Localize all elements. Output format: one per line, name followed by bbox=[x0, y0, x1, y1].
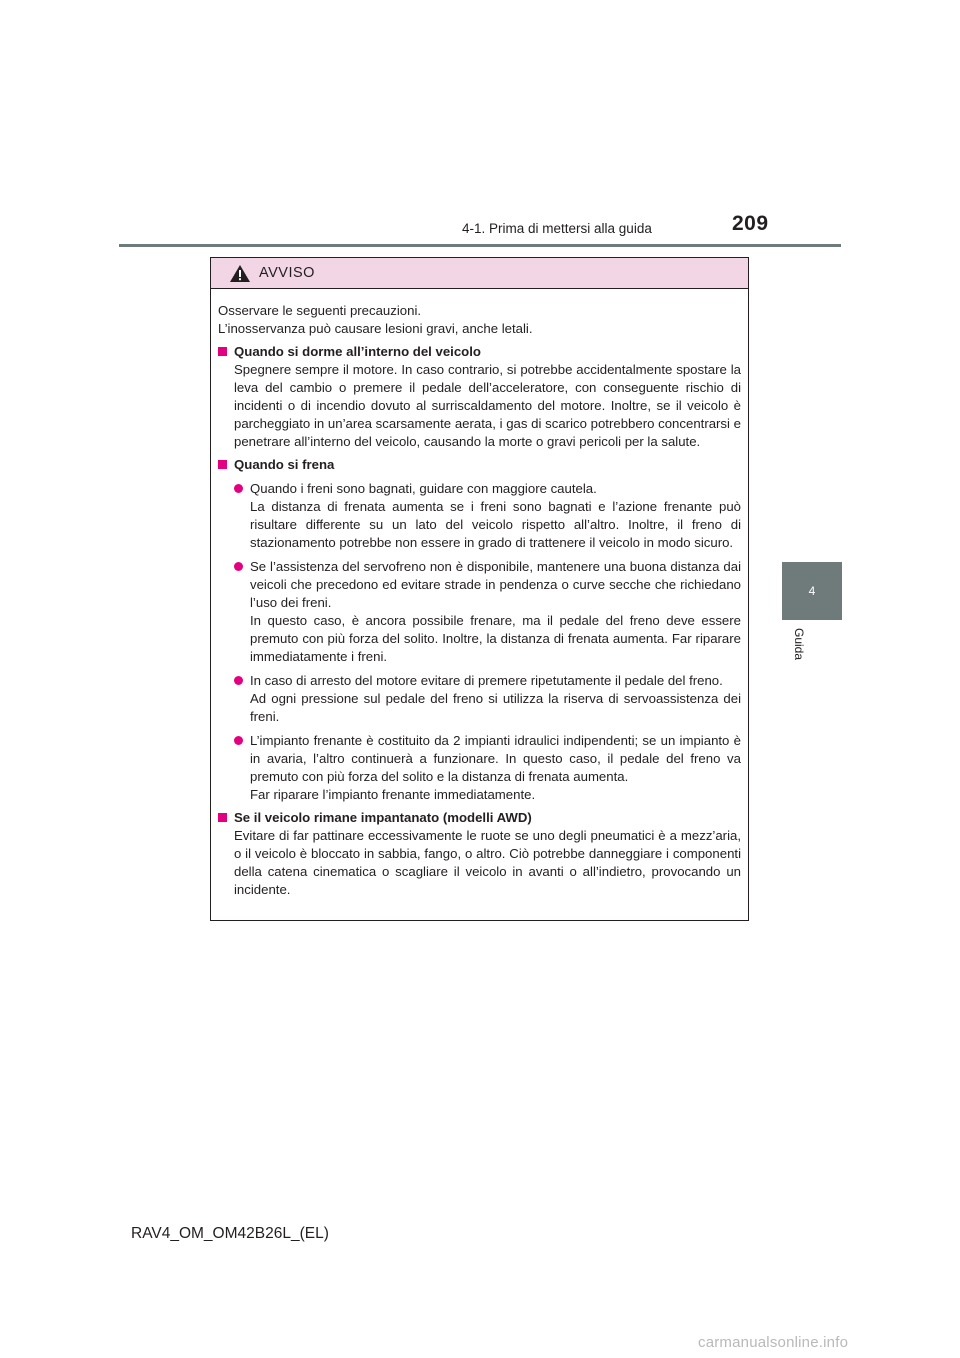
list-item-text bbox=[250, 732, 741, 804]
section-text: Evitare di far pattinare eccessivamente le ruote se uno degli pneumatici è a mezz’aria, o il veicolo è bloccato in sabbia, fango, o altro. Ciò potrebbe danneggiare i componenti della catena cinematica o scagliare il veicolo in avanti o all’indietro, provocando un incidente. bbox=[234, 828, 741, 897]
list-item-line: In caso di arresto del motore evitare di premere ripetutamente il pedale del freno. bbox=[250, 673, 723, 688]
section-title: Quando si frena bbox=[234, 457, 335, 472]
section-heading bbox=[218, 809, 741, 827]
watermark-link[interactable]: carmanualsonline.info bbox=[698, 1334, 849, 1351]
section-text: Spegnere sempre il motore. In caso contrario, si potrebbe accidentalmente spostare la leva del cambio o premere il pedale dell’acceleratore, con conseguente rischio di incidenti o di incendio dovuto al surriscaldamento del motore. Inoltre, se il veicolo è parcheggiato in un’area scarsamente aerata, i gas di scarico potrebbero concentrarsi e penetrare all’interno del veicolo, causando la morte o gravi pericoli per la salute. bbox=[234, 362, 741, 449]
section-title: Se il veicolo rimane impantanato (modelli AWD) bbox=[234, 810, 532, 825]
square-bullet-icon bbox=[218, 813, 227, 822]
square-bullet-icon bbox=[218, 460, 227, 469]
warning-body bbox=[211, 289, 748, 899]
list-item-line: Ad ogni pressione sul pedale del freno si utilizza la riserva di servoassistenza dei freni. bbox=[250, 691, 741, 724]
list-item-text bbox=[250, 672, 741, 726]
chapter-tab[interactable] bbox=[782, 562, 842, 620]
dot-bullet-icon bbox=[234, 676, 243, 685]
list-item-text bbox=[250, 480, 741, 552]
header-rule bbox=[119, 244, 841, 247]
intro-line: Osservare le seguenti precauzioni. bbox=[218, 303, 422, 318]
footer-doc-code: RAV4_OM_OM42B26L_(EL) bbox=[131, 1225, 329, 1242]
section-heading bbox=[218, 343, 741, 361]
section-heading bbox=[218, 456, 741, 474]
list-item-line: In questo caso, è ancora possibile frenare, ma il pedale del freno deve essere premuto con più forza del solito. Inoltre, la distanza di frenata aumenta. Far riparare immediatamente i freni. bbox=[250, 613, 741, 664]
chapter-label: Guida bbox=[792, 628, 806, 661]
chapter-number: 4 bbox=[808, 584, 816, 598]
list-item-line: L’impianto frenante è costituito da 2 impianti idraulici indipendenti; se un impianto è in avaria, l’altro continuerà a funzionare. In questo caso, il pedale del freno va premuto con più forza del solito e la distanza di frenata aumenta. bbox=[250, 733, 741, 784]
list-item-line: La distanza di frenata aumenta se i freni sono bagnati e l’azione frenante può risultare differente su un lato del veicolo rispetto all’altro. Inoltre, il freno di stazionamento potrebbe non essere in grado di trattenere il veicolo in modo sicuro. bbox=[250, 499, 741, 550]
intro-line: L’inosservanza può causare lesioni gravi, anche letali. bbox=[218, 321, 533, 336]
list-item bbox=[218, 672, 741, 726]
list-item bbox=[218, 480, 741, 552]
warning-title: AVVISO bbox=[259, 265, 315, 281]
list-item bbox=[218, 558, 741, 666]
warning-header bbox=[211, 258, 748, 289]
list-item-line: Far riparare l’impianto frenante immediatamente. bbox=[250, 787, 536, 802]
header-section-title: 4-1. Prima di mettersi alla guida bbox=[462, 221, 652, 236]
dot-bullet-icon bbox=[234, 484, 243, 493]
list-item-line: Se l’assistenza del servofreno non è disponibile, mantenere una buona distanza dai veicoli che precedono ed evitare strade in pendenza o curve secche che richiedano l’uso dei freni. bbox=[250, 559, 741, 610]
section-title: Quando si dorme all’interno del veicolo bbox=[234, 344, 481, 359]
warning-triangle-icon bbox=[229, 264, 251, 283]
list-item-line: Quando i freni sono bagnati, guidare con maggiore cautela. bbox=[250, 481, 597, 496]
square-bullet-icon bbox=[218, 347, 227, 356]
dot-bullet-icon bbox=[234, 562, 243, 571]
warning-box bbox=[210, 257, 749, 921]
list-item bbox=[218, 732, 741, 804]
dot-bullet-icon bbox=[234, 736, 243, 745]
page-number: 209 bbox=[732, 212, 769, 235]
list-item-text bbox=[250, 558, 741, 666]
